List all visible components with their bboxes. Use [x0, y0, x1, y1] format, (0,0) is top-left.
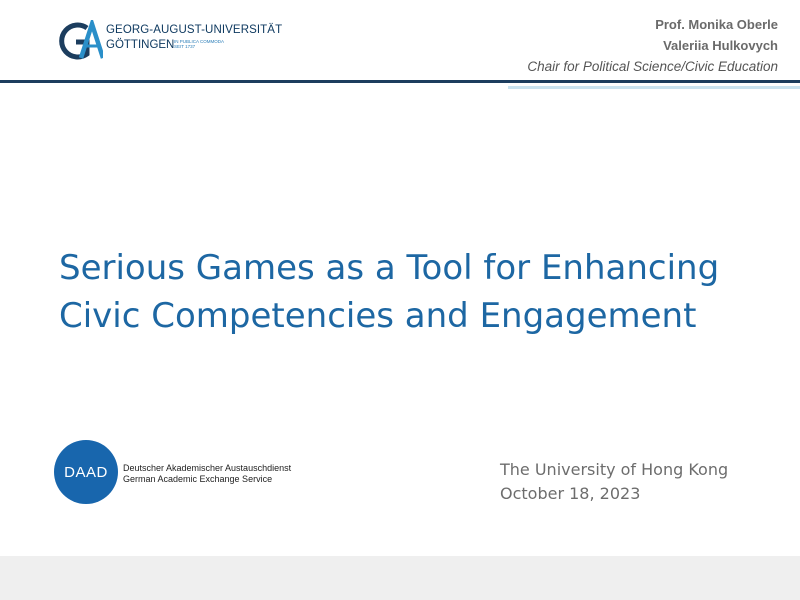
- university-name-line1: GEORG-AUGUST-UNIVERSITÄT: [106, 24, 283, 36]
- ga-monogram-icon: [57, 20, 103, 60]
- presenter-name-2: Valeriia Hulkovych: [663, 38, 778, 53]
- daad-logo-text: DAAD: [64, 463, 108, 481]
- university-motto: IN PUBLICA COMMODA SEIT 1737: [174, 39, 225, 49]
- presenter-name-1: Prof. Monika Oberle: [655, 17, 778, 32]
- university-name-line2: GÖTTINGEN: [106, 39, 175, 51]
- daad-description-en: German Academic Exchange Service: [123, 474, 273, 484]
- slide-title-line1: Serious Games as a Tool for Enhancing: [59, 248, 720, 288]
- daad-description: [123, 463, 291, 485]
- daad-circle-logo: [54, 440, 118, 504]
- header-rule-accent: [508, 86, 800, 89]
- slide-title: [59, 244, 759, 340]
- university-logo: [57, 20, 283, 60]
- presenter-block: [527, 14, 778, 77]
- chair-affiliation: Chair for Political Science/Civic Education: [527, 59, 778, 74]
- daad-description-de: Deutscher Akademischer Austauschdienst: [123, 463, 292, 473]
- footer-band: [0, 556, 800, 600]
- header-rule: [0, 80, 800, 83]
- event-date: October 18, 2023: [500, 484, 641, 503]
- event-info: [500, 458, 728, 506]
- slide-title-line2: Civic Competencies and Engagement: [59, 296, 697, 336]
- event-venue: The University of Hong Kong: [500, 460, 729, 479]
